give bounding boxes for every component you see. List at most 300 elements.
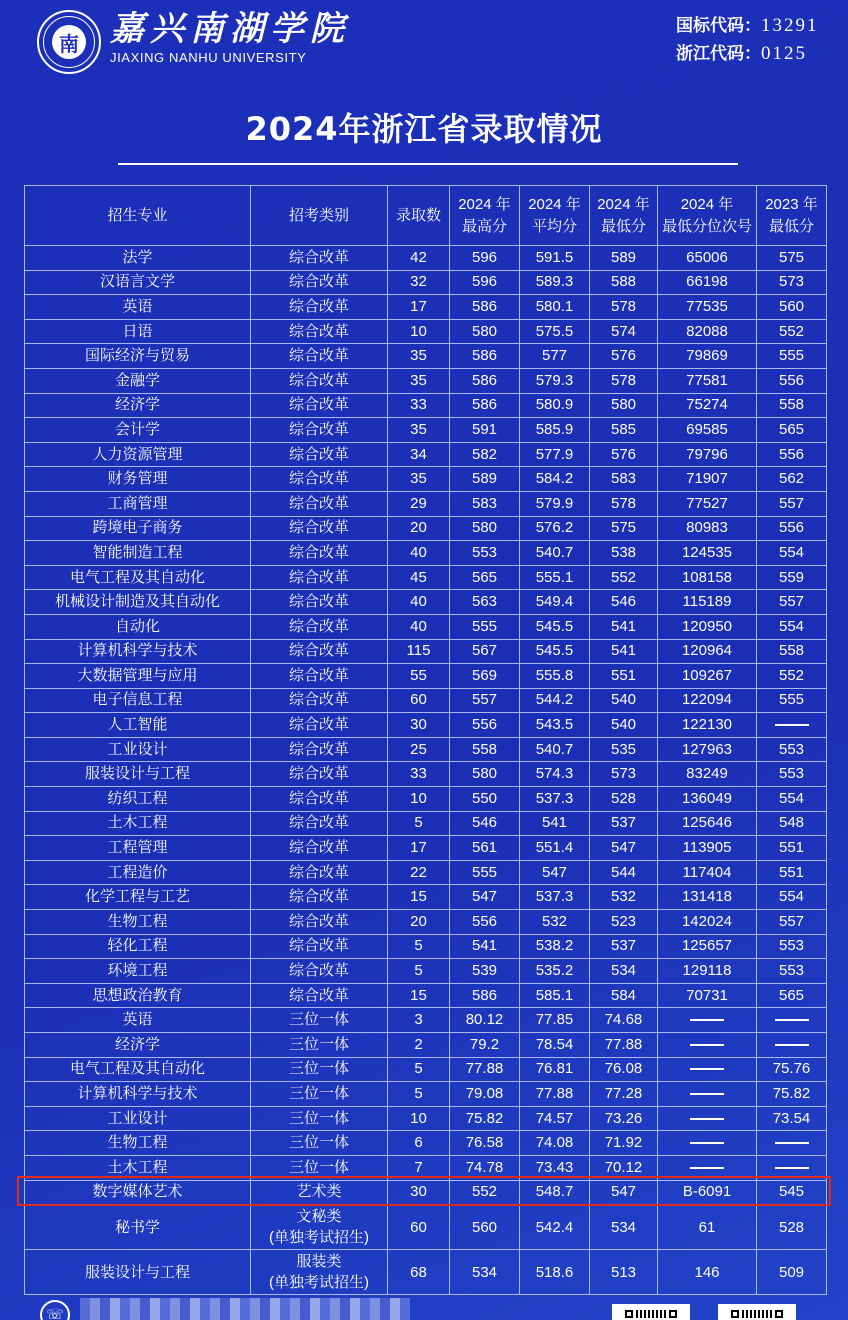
category-cell: 三位一体: [251, 1082, 388, 1107]
min-2023-cell: 575: [757, 246, 827, 271]
category-cell: 综合改革: [251, 860, 388, 885]
admitted-cell: 5: [388, 959, 450, 984]
table-row: [25, 246, 827, 271]
max-score-cell: 589: [450, 467, 520, 492]
avg-score-cell: 532: [520, 910, 590, 935]
major-cell: 思想政治教育: [25, 983, 251, 1008]
min-score-cell: 540: [590, 713, 658, 738]
min-2023-cell: 73.54: [757, 1106, 827, 1131]
min-score-cell: 77.88: [590, 1033, 658, 1058]
no-data-dash: [690, 1019, 724, 1021]
min-score-cell: 532: [590, 885, 658, 910]
admitted-cell: 35: [388, 418, 450, 443]
avg-score-cell: 77.88: [520, 1082, 590, 1107]
admitted-cell: 30: [388, 1180, 450, 1205]
max-score-cell: 563: [450, 590, 520, 615]
min-score-cell: 585: [590, 418, 658, 443]
min-2023-cell: 554: [757, 885, 827, 910]
category-cell: 综合改革: [251, 983, 388, 1008]
avg-score-cell: 538.2: [520, 934, 590, 959]
admitted-cell: 15: [388, 983, 450, 1008]
column-header-line1: 2024 年: [458, 195, 511, 213]
rank-cell: 82088: [658, 319, 757, 344]
max-score-cell: 76.58: [450, 1131, 520, 1156]
avg-score-cell: 77.85: [520, 1008, 590, 1033]
rank-cell: 65006: [658, 246, 757, 271]
min-2023-cell: 555: [757, 344, 827, 369]
qr-code-icon: [718, 1304, 796, 1320]
category-line: (单独考试招生): [269, 1274, 369, 1292]
rank-cell: 71907: [658, 467, 757, 492]
rank-cell: 79796: [658, 442, 757, 467]
rank-cell: 113905: [658, 836, 757, 861]
max-score-cell: 586: [450, 295, 520, 320]
admitted-cell: 45: [388, 565, 450, 590]
major-cell: 土木工程: [25, 811, 251, 836]
category-cell: 三位一体: [251, 1131, 388, 1156]
max-score-cell: 580: [450, 319, 520, 344]
min-score-cell: 578: [590, 368, 658, 393]
avg-score-cell: 575.5: [520, 319, 590, 344]
major-cell: 生物工程: [25, 910, 251, 935]
avg-score-cell: 547: [520, 860, 590, 885]
avg-score-cell: 579.3: [520, 368, 590, 393]
category-line: (单独考试招生): [269, 1229, 369, 1247]
major-cell: 会计学: [25, 418, 251, 443]
no-data-dash: [775, 1142, 809, 1144]
min-2023-cell: 528: [757, 1205, 827, 1250]
max-score-cell: 596: [450, 246, 520, 271]
qr-code-icon: [612, 1304, 690, 1320]
table-row: [25, 319, 827, 344]
max-score-cell: 583: [450, 491, 520, 516]
rank-cell: 117404: [658, 860, 757, 885]
avg-score-cell: 535.2: [520, 959, 590, 984]
min-2023-cell: 562: [757, 467, 827, 492]
table-row: [25, 664, 827, 689]
category-cell: 综合改革: [251, 959, 388, 984]
avg-score-cell: 589.3: [520, 270, 590, 295]
admitted-cell: 35: [388, 344, 450, 369]
no-data-dash: [690, 1068, 724, 1070]
avg-score-cell: 579.9: [520, 491, 590, 516]
max-score-cell: 569: [450, 664, 520, 689]
max-score-cell: 75.82: [450, 1106, 520, 1131]
no-data-dash: [690, 1167, 724, 1169]
max-score-cell: 561: [450, 836, 520, 861]
admitted-cell: 35: [388, 368, 450, 393]
min-score-cell: 528: [590, 787, 658, 812]
min-2023-cell: 554: [757, 541, 827, 566]
table-row: [25, 1131, 827, 1156]
min-score-cell: 578: [590, 295, 658, 320]
category-cell: 综合改革: [251, 688, 388, 713]
table-row: [25, 442, 827, 467]
admitted-cell: 5: [388, 811, 450, 836]
major-cell: 大数据管理与应用: [25, 664, 251, 689]
max-score-cell: 586: [450, 368, 520, 393]
table-row: [25, 295, 827, 320]
min-2023-cell: 573: [757, 270, 827, 295]
min-score-cell: 584: [590, 983, 658, 1008]
major-cell: 机械设计制造及其自动化: [25, 590, 251, 615]
rank-cell: 77581: [658, 368, 757, 393]
column-header: [520, 186, 590, 246]
table-row: [25, 688, 827, 713]
min-score-cell: 580: [590, 393, 658, 418]
category-cell: 综合改革: [251, 295, 388, 320]
major-cell: 工业设计: [25, 1106, 251, 1131]
avg-score-cell: 74.08: [520, 1131, 590, 1156]
max-score-cell: 547: [450, 885, 520, 910]
category-cell: 三位一体: [251, 1057, 388, 1082]
min-score-cell: 73.26: [590, 1106, 658, 1131]
min-2023-cell: 551: [757, 860, 827, 885]
table-row: [25, 836, 827, 861]
max-score-cell: 586: [450, 393, 520, 418]
no-data-dash: [690, 1118, 724, 1120]
avg-score-cell: 585.9: [520, 418, 590, 443]
rank-cell: 77535: [658, 295, 757, 320]
min-2023-cell: [757, 1033, 827, 1058]
min-2023-cell: 557: [757, 590, 827, 615]
min-score-cell: 70.12: [590, 1155, 658, 1180]
min-2023-cell: 553: [757, 762, 827, 787]
admitted-cell: 40: [388, 614, 450, 639]
rank-cell: 83249: [658, 762, 757, 787]
max-score-cell: 541: [450, 934, 520, 959]
table-row: [25, 639, 827, 664]
column-header-line2: 最低分位次号: [661, 217, 752, 235]
rank-cell: 75274: [658, 393, 757, 418]
zhejiang-code-label: 浙江代码：: [676, 44, 761, 64]
max-score-cell: 556: [450, 910, 520, 935]
min-score-cell: 537: [590, 934, 658, 959]
category-cell: 综合改革: [251, 565, 388, 590]
table-row: [25, 1205, 827, 1250]
column-header: [388, 186, 450, 246]
table-row: [25, 1082, 827, 1107]
column-header-line1: 2024 年: [528, 195, 581, 213]
admission-table: [24, 185, 827, 1295]
min-2023-cell: 565: [757, 983, 827, 1008]
column-header-line1: 招生专业: [107, 206, 168, 224]
min-score-cell: 583: [590, 467, 658, 492]
max-score-cell: 79.08: [450, 1082, 520, 1107]
min-2023-cell: 565: [757, 418, 827, 443]
major-cell: 环境工程: [25, 959, 251, 984]
category-cell: 综合改革: [251, 442, 388, 467]
admitted-cell: 35: [388, 467, 450, 492]
max-score-cell: 80.12: [450, 1008, 520, 1033]
avg-score-cell: 74.57: [520, 1106, 590, 1131]
rank-cell: 120964: [658, 639, 757, 664]
category-cell: 综合改革: [251, 639, 388, 664]
min-2023-cell: 558: [757, 639, 827, 664]
admitted-cell: 7: [388, 1155, 450, 1180]
major-cell: 计算机科学与技术: [25, 1082, 251, 1107]
min-2023-cell: 556: [757, 516, 827, 541]
table-row: [25, 270, 827, 295]
major-cell: 人力资源管理: [25, 442, 251, 467]
table-row: [25, 565, 827, 590]
rank-cell: [658, 1033, 757, 1058]
category-cell: 三位一体: [251, 1008, 388, 1033]
min-score-cell: 589: [590, 246, 658, 271]
major-cell: 秘书学: [25, 1205, 251, 1250]
admitted-cell: 20: [388, 516, 450, 541]
major-cell: 生物工程: [25, 1131, 251, 1156]
rank-cell: 125657: [658, 934, 757, 959]
min-2023-cell: 555: [757, 688, 827, 713]
min-score-cell: 74.68: [590, 1008, 658, 1033]
column-header-line1: 招考类别: [288, 206, 349, 224]
admitted-cell: 33: [388, 393, 450, 418]
min-score-cell: 76.08: [590, 1057, 658, 1082]
no-data-dash: [690, 1142, 724, 1144]
table-row: [25, 762, 827, 787]
institution-codes: [676, 12, 819, 68]
rank-cell: 79869: [658, 344, 757, 369]
no-data-dash: [775, 1044, 809, 1046]
rank-cell: [658, 1106, 757, 1131]
max-score-cell: 77.88: [450, 1057, 520, 1082]
admitted-cell: 6: [388, 1131, 450, 1156]
school-name-cn: 嘉兴南湖学院: [110, 9, 350, 49]
rank-cell: [658, 1082, 757, 1107]
min-score-cell: 534: [590, 1205, 658, 1250]
admitted-cell: 40: [388, 590, 450, 615]
avg-score-cell: 577.9: [520, 442, 590, 467]
min-2023-cell: [757, 1131, 827, 1156]
category-cell: [251, 1205, 388, 1250]
avg-score-cell: 544.2: [520, 688, 590, 713]
admitted-cell: 60: [388, 688, 450, 713]
table-row: [25, 393, 827, 418]
column-header-line2: 最低分: [768, 217, 814, 235]
table-row: [25, 811, 827, 836]
column-header: [450, 186, 520, 246]
avg-score-cell: 78.54: [520, 1033, 590, 1058]
avg-score-cell: 540.7: [520, 541, 590, 566]
min-2023-cell: 558: [757, 393, 827, 418]
major-cell: 英语: [25, 295, 251, 320]
table-row: [25, 368, 827, 393]
min-2023-cell: 509: [757, 1250, 827, 1295]
min-2023-cell: 557: [757, 910, 827, 935]
min-score-cell: 537: [590, 811, 658, 836]
admitted-cell: 33: [388, 762, 450, 787]
zhejiang-code: [676, 40, 819, 68]
major-cell: 工程管理: [25, 836, 251, 861]
category-line: 服装类: [296, 1253, 342, 1271]
min-2023-cell: 553: [757, 737, 827, 762]
category-cell: 综合改革: [251, 787, 388, 812]
table-row: [25, 614, 827, 639]
min-2023-cell: 556: [757, 368, 827, 393]
rank-cell: 125646: [658, 811, 757, 836]
major-cell: 经济学: [25, 393, 251, 418]
major-cell: 服装设计与工程: [25, 762, 251, 787]
min-score-cell: 541: [590, 639, 658, 664]
max-score-cell: 565: [450, 565, 520, 590]
min-score-cell: 535: [590, 737, 658, 762]
no-data-dash: [690, 1044, 724, 1046]
major-cell: 经济学: [25, 1033, 251, 1058]
table-row: [25, 1106, 827, 1131]
category-cell: 综合改革: [251, 467, 388, 492]
category-cell: 综合改革: [251, 885, 388, 910]
min-2023-cell: 560: [757, 295, 827, 320]
avg-score-cell: 548.7: [520, 1180, 590, 1205]
max-score-cell: 558: [450, 737, 520, 762]
table-row: [25, 541, 827, 566]
min-2023-cell: [757, 713, 827, 738]
admitted-cell: 5: [388, 1057, 450, 1082]
max-score-cell: 582: [450, 442, 520, 467]
max-score-cell: 553: [450, 541, 520, 566]
table-row: [25, 1008, 827, 1033]
table-row: [25, 983, 827, 1008]
rank-cell: 142024: [658, 910, 757, 935]
category-cell: 三位一体: [251, 1155, 388, 1180]
min-2023-cell: 552: [757, 319, 827, 344]
column-header: [590, 186, 658, 246]
major-cell: 土木工程: [25, 1155, 251, 1180]
avg-score-cell: 580.9: [520, 393, 590, 418]
rank-cell: 124535: [658, 541, 757, 566]
admitted-cell: 17: [388, 295, 450, 320]
admitted-cell: 115: [388, 639, 450, 664]
table-row-highlighted: [25, 1180, 827, 1205]
rank-cell: 80983: [658, 516, 757, 541]
table-row: [25, 1155, 827, 1180]
category-cell: 综合改革: [251, 418, 388, 443]
max-score-cell: 591: [450, 418, 520, 443]
table-header-row: [25, 186, 827, 246]
table-row: [25, 737, 827, 762]
max-score-cell: 586: [450, 344, 520, 369]
table-row: [25, 467, 827, 492]
category-cell: 综合改革: [251, 614, 388, 639]
min-score-cell: 576: [590, 442, 658, 467]
min-2023-cell: 552: [757, 664, 827, 689]
rank-cell: B-6091: [658, 1180, 757, 1205]
min-score-cell: 546: [590, 590, 658, 615]
min-2023-cell: [757, 1155, 827, 1180]
max-score-cell: 555: [450, 614, 520, 639]
admitted-cell: 30: [388, 713, 450, 738]
category-cell: 综合改革: [251, 737, 388, 762]
category-cell: 综合改革: [251, 910, 388, 935]
avg-score-cell: 537.3: [520, 787, 590, 812]
rank-cell: [658, 1008, 757, 1033]
table-body: [25, 246, 827, 1295]
admitted-cell: 10: [388, 319, 450, 344]
major-cell: 化学工程与工艺: [25, 885, 251, 910]
major-cell: 人工智能: [25, 713, 251, 738]
avg-score-cell: 545.5: [520, 639, 590, 664]
category-cell: 三位一体: [251, 1106, 388, 1131]
min-2023-cell: 548: [757, 811, 827, 836]
rank-cell: 109267: [658, 664, 757, 689]
min-2023-cell: 557: [757, 491, 827, 516]
min-2023-cell: 551: [757, 836, 827, 861]
table-row: [25, 491, 827, 516]
max-score-cell: 550: [450, 787, 520, 812]
national-code-value: 13291: [761, 15, 819, 36]
no-data-dash: [775, 1019, 809, 1021]
min-2023-cell: 75.76: [757, 1057, 827, 1082]
avg-score-cell: 577: [520, 344, 590, 369]
category-cell: 综合改革: [251, 491, 388, 516]
school-name-en: JIAXING NANHU UNIVERSITY: [110, 50, 307, 65]
admitted-cell: 68: [388, 1250, 450, 1295]
max-score-cell: 79.2: [450, 1033, 520, 1058]
min-score-cell: 544: [590, 860, 658, 885]
rank-cell: [658, 1131, 757, 1156]
category-cell: 综合改革: [251, 762, 388, 787]
avg-score-cell: 580.1: [520, 295, 590, 320]
major-cell: 轻化工程: [25, 934, 251, 959]
major-cell: 工程造价: [25, 860, 251, 885]
column-header-line1: 2023 年: [765, 195, 818, 213]
admitted-cell: 5: [388, 934, 450, 959]
max-score-cell: 539: [450, 959, 520, 984]
column-header-line2: 最低分: [600, 217, 646, 235]
category-cell: 综合改革: [251, 811, 388, 836]
category-cell: 综合改革: [251, 344, 388, 369]
min-score-cell: 576: [590, 344, 658, 369]
min-2023-cell: [757, 1008, 827, 1033]
avg-score-cell: 584.2: [520, 467, 590, 492]
min-score-cell: 71.92: [590, 1131, 658, 1156]
category-line: 文秘类: [296, 1208, 342, 1226]
min-score-cell: 538: [590, 541, 658, 566]
min-score-cell: 541: [590, 614, 658, 639]
admitted-cell: 10: [388, 787, 450, 812]
logo-emblem-icon: 南: [52, 25, 86, 59]
avg-score-cell: 574.3: [520, 762, 590, 787]
category-cell: 综合改革: [251, 393, 388, 418]
admitted-cell: 25: [388, 737, 450, 762]
min-score-cell: 573: [590, 762, 658, 787]
column-header-line1: 2024 年: [680, 195, 734, 213]
table-row: [25, 934, 827, 959]
admitted-cell: 34: [388, 442, 450, 467]
avg-score-cell: 555.1: [520, 565, 590, 590]
admitted-cell: 60: [388, 1205, 450, 1250]
zhejiang-code-value: 0125: [761, 43, 807, 64]
admitted-cell: 20: [388, 910, 450, 935]
table-row: [25, 713, 827, 738]
min-score-cell: 552: [590, 565, 658, 590]
min-score-cell: 547: [590, 1180, 658, 1205]
avg-score-cell: 541: [520, 811, 590, 836]
admitted-cell: 5: [388, 1082, 450, 1107]
min-2023-cell: 545: [757, 1180, 827, 1205]
rank-cell: [658, 1155, 757, 1180]
table-row: [25, 787, 827, 812]
category-cell: 综合改革: [251, 516, 388, 541]
major-cell: 英语: [25, 1008, 251, 1033]
category-cell: 综合改革: [251, 270, 388, 295]
table-row: [25, 910, 827, 935]
min-score-cell: 547: [590, 836, 658, 861]
rank-cell: 122130: [658, 713, 757, 738]
major-cell: 自动化: [25, 614, 251, 639]
major-cell: 电气工程及其自动化: [25, 1057, 251, 1082]
